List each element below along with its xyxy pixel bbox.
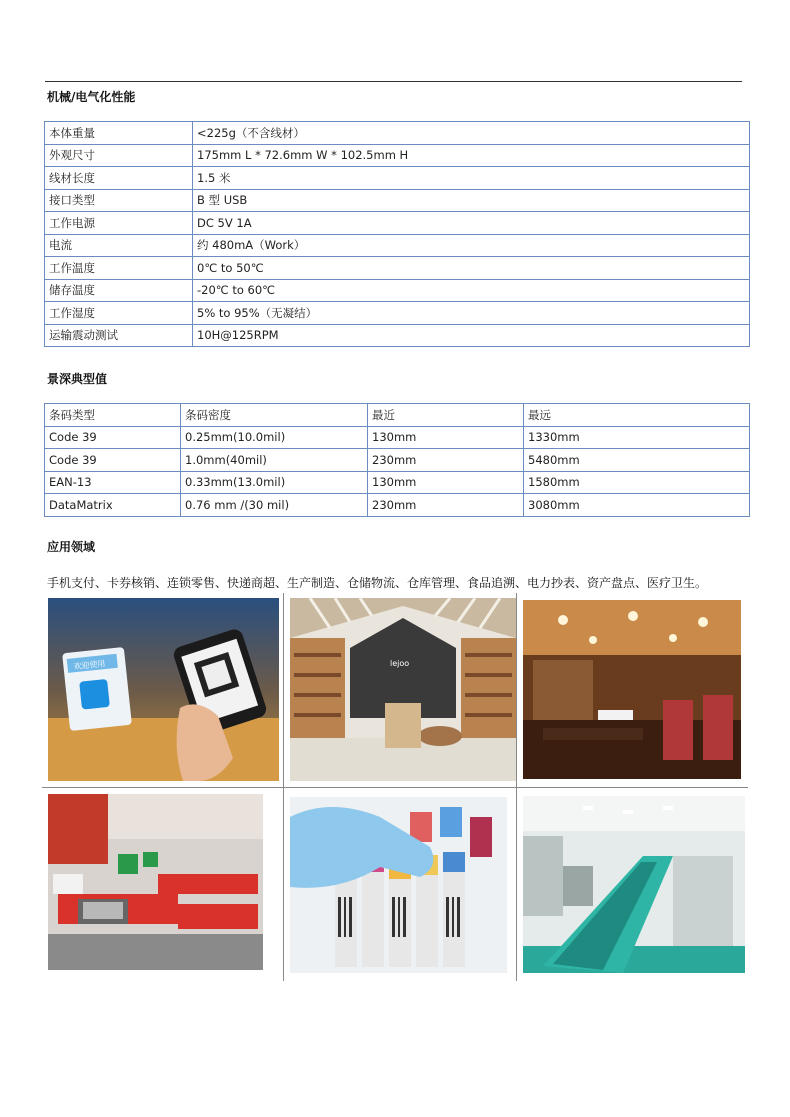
spec-value: 0℃ to 50℃ bbox=[193, 257, 750, 280]
spec-row bbox=[45, 189, 750, 212]
store-sign-text: lejoo bbox=[390, 659, 410, 668]
photo-production-line bbox=[523, 796, 745, 973]
spec-value: 10H@125RPM bbox=[193, 324, 750, 347]
spec-label: 线材长度 bbox=[45, 167, 193, 190]
depth-header-cell: 最远 bbox=[524, 404, 750, 427]
depth-row bbox=[45, 449, 750, 472]
spec-value: 5% to 95%（无凝结） bbox=[193, 302, 750, 325]
application-text: 手机支付、卡券核销、连锁零售、快递商超、生产制造、仓储物流、仓库管理、食品追溯、电力抄表、资产盘点、医疗卫生。 bbox=[47, 576, 708, 590]
depth-cell: 5480mm bbox=[524, 449, 750, 472]
payment-sign-text: 欢迎使用 bbox=[73, 659, 106, 672]
depth-cell: 3080mm bbox=[524, 494, 750, 517]
depth-cell: 230mm bbox=[368, 494, 524, 517]
spec-label: 接口类型 bbox=[45, 189, 193, 212]
spec-row bbox=[45, 144, 750, 167]
spec-value: B 型 USB bbox=[193, 189, 750, 212]
depth-header-cell: 条码密度 bbox=[181, 404, 368, 427]
spec-row bbox=[45, 122, 750, 145]
spec-value: 1.5 米 bbox=[193, 167, 750, 190]
spec-label: 储存温度 bbox=[45, 279, 193, 302]
spec-row bbox=[45, 324, 750, 347]
top-rule bbox=[45, 81, 742, 82]
spec-row bbox=[45, 234, 750, 257]
depth-cell: 0.25mm(10.0mil) bbox=[181, 426, 368, 449]
spec-label: 运输震动测试 bbox=[45, 324, 193, 347]
depth-cell: DataMatrix bbox=[45, 494, 181, 517]
spec-row bbox=[45, 212, 750, 235]
spec-label: 工作湿度 bbox=[45, 302, 193, 325]
depth-cell: 1580mm bbox=[524, 471, 750, 494]
depth-header-cell: 条码类型 bbox=[45, 404, 181, 427]
spec-label: 工作电源 bbox=[45, 212, 193, 235]
spec-label: 外观尺寸 bbox=[45, 144, 193, 167]
photo-medical-test-tubes bbox=[290, 797, 507, 973]
depth-header-row bbox=[45, 404, 750, 427]
spec-row bbox=[45, 279, 750, 302]
depth-cell: 0.76 mm /(30 mil) bbox=[181, 494, 368, 517]
depth-cell: EAN-13 bbox=[45, 471, 181, 494]
photo-retail-store bbox=[290, 598, 516, 781]
photo-mobile-payment bbox=[48, 598, 279, 781]
spec-row bbox=[45, 167, 750, 190]
depth-cell: 1.0mm(40mil) bbox=[181, 449, 368, 472]
depth-cell: Code 39 bbox=[45, 449, 181, 472]
spec-value: 175mm L * 72.6mm W * 102.5mm H bbox=[193, 144, 750, 167]
spec-row bbox=[45, 257, 750, 280]
mechanical-spec-table bbox=[44, 121, 750, 347]
depth-row bbox=[45, 471, 750, 494]
spec-label: 本体重量 bbox=[45, 122, 193, 145]
grid-divider-horizontal bbox=[42, 787, 748, 788]
spec-label: 电流 bbox=[45, 234, 193, 257]
section-title-depth: 景深典型值 bbox=[47, 372, 108, 386]
spec-value: DC 5V 1A bbox=[193, 212, 750, 235]
depth-header-cell: 最近 bbox=[368, 404, 524, 427]
section-title-application: 应用领域 bbox=[47, 540, 96, 554]
depth-row bbox=[45, 494, 750, 517]
spec-value: 约 480mA（Work） bbox=[193, 234, 750, 257]
spec-value: -20℃ to 60℃ bbox=[193, 279, 750, 302]
depth-cell: 230mm bbox=[368, 449, 524, 472]
photo-supermarket-checkout bbox=[48, 794, 263, 970]
depth-cell: 130mm bbox=[368, 471, 524, 494]
spec-label: 工作温度 bbox=[45, 257, 193, 280]
depth-of-field-table bbox=[44, 403, 750, 517]
depth-cell: 130mm bbox=[368, 426, 524, 449]
spec-row bbox=[45, 302, 750, 325]
depth-cell: 0.33mm(13.0mil) bbox=[181, 471, 368, 494]
depth-cell: Code 39 bbox=[45, 426, 181, 449]
section-title-mechanical: 机械/电气化性能 bbox=[47, 90, 136, 104]
depth-cell: 1330mm bbox=[524, 426, 750, 449]
photo-restaurant bbox=[523, 600, 741, 779]
depth-row bbox=[45, 426, 750, 449]
spec-value: <225g（不含线材） bbox=[193, 122, 750, 145]
